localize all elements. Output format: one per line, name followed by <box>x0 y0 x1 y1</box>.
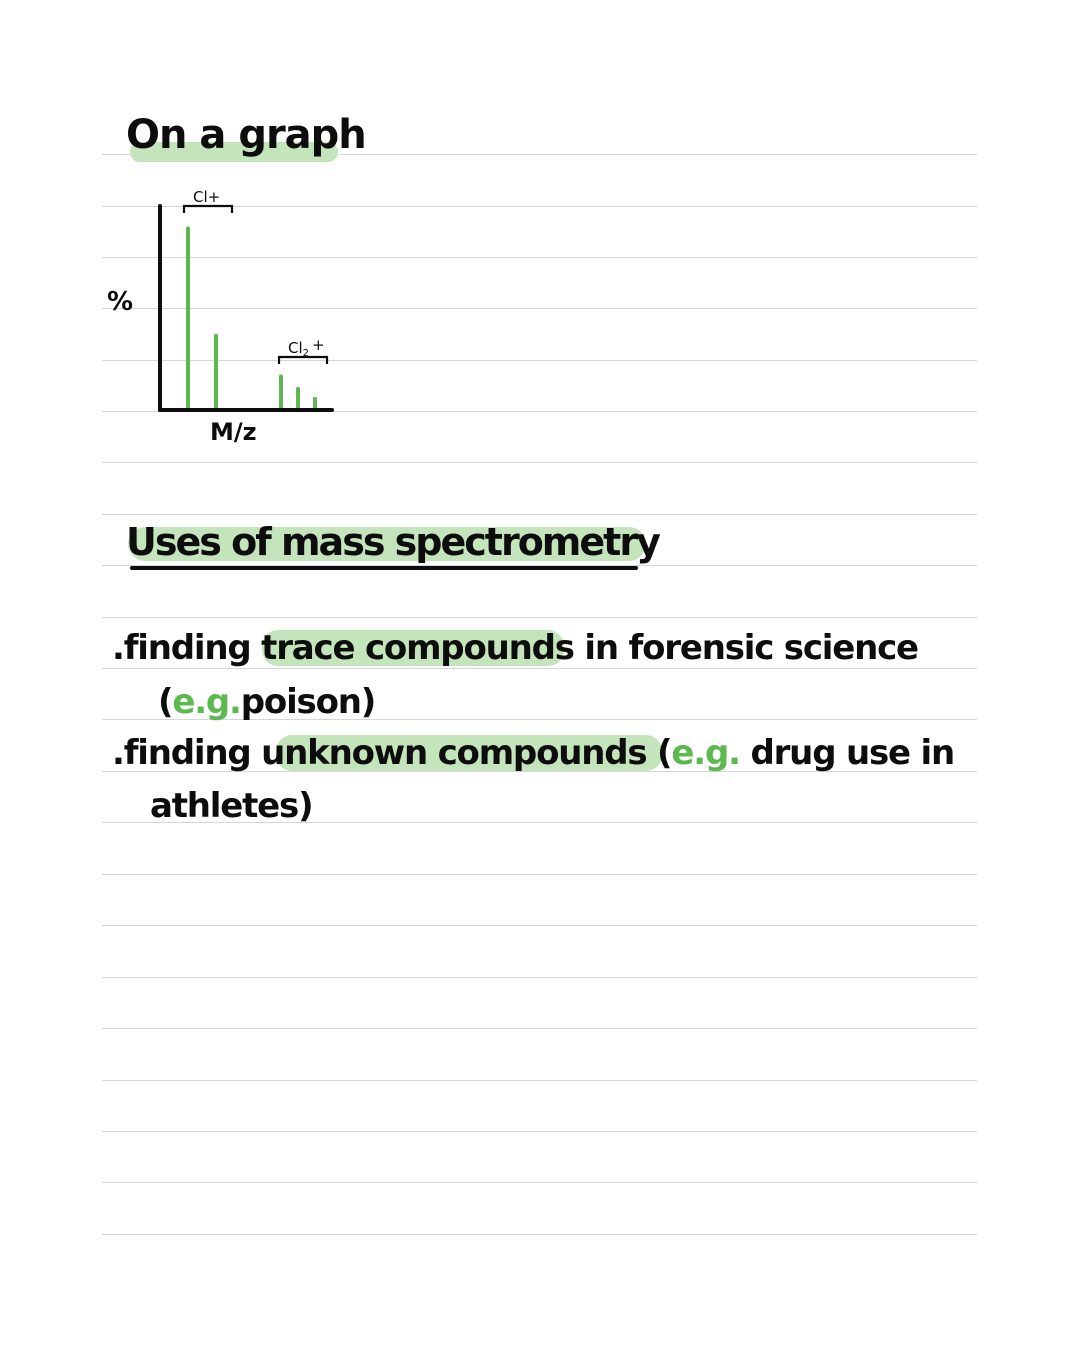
bullet-2-line-1 <box>112 733 954 773</box>
section-heading-uses: Uses of mass spectrometry <box>126 520 659 564</box>
section-title-on-a-graph: On a graph <box>126 112 366 158</box>
ruled-line <box>102 977 977 978</box>
heading-underline <box>130 566 638 570</box>
ruled-line <box>102 462 977 463</box>
bullet-1-before: finding <box>123 628 262 668</box>
ruled-line <box>102 668 977 669</box>
label-cl2-plus: $Cl_2$ + <box>288 336 325 359</box>
ruled-line <box>102 1028 977 1029</box>
bullet-dot: . <box>112 628 124 668</box>
ruled-line <box>102 1131 977 1132</box>
eg-label: e.g. <box>172 682 241 722</box>
ruled-line <box>102 1234 977 1235</box>
bullet-2-after: drug use in <box>739 733 954 773</box>
bullet-dot: . <box>112 733 124 773</box>
eg-label: e.g. <box>671 733 740 773</box>
bullet-1-highlight: trace compounds <box>261 628 574 668</box>
chart-bars <box>188 228 315 409</box>
bullet-2-highlight: unknown compounds <box>261 733 647 773</box>
bullet-1-line-2 <box>158 682 375 722</box>
ruled-line <box>102 1080 977 1081</box>
open-paren: ( <box>646 733 672 773</box>
bullet-1-after: in forensic science <box>573 628 918 668</box>
label-cl-plus: Cl+ <box>193 188 221 206</box>
bullet-2-before: finding <box>123 733 262 773</box>
bullet-2-line-2: athletes) <box>150 786 313 826</box>
bracket-cl-plus <box>184 206 232 213</box>
open-paren: ( <box>158 682 173 722</box>
x-axis-label: M/z <box>210 418 257 446</box>
ruled-line <box>102 617 977 618</box>
bullet-1-line-1 <box>112 628 918 668</box>
ruled-line <box>102 1182 977 1183</box>
ruled-line <box>102 514 977 515</box>
mass-spectrum-chart <box>100 180 360 450</box>
ruled-line <box>102 874 977 875</box>
bullet-1-example: poison) <box>240 682 376 722</box>
y-axis-label: % <box>107 287 134 317</box>
ruled-line <box>102 925 977 926</box>
